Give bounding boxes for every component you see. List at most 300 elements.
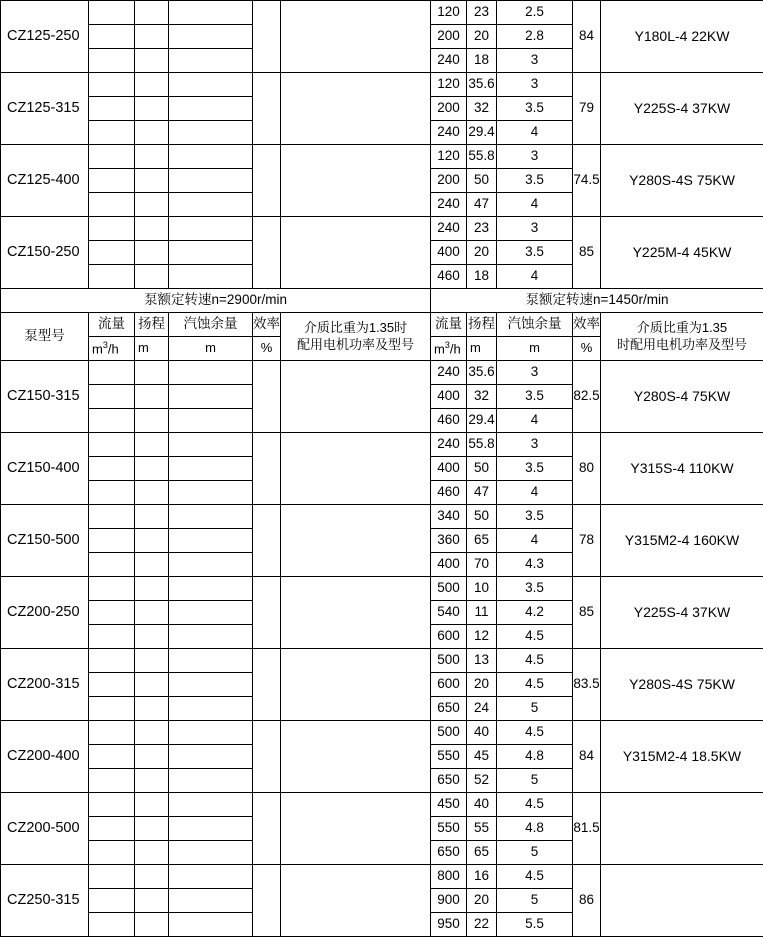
cell-flow-2900: [89, 145, 135, 169]
cell-npsh-2900: [169, 625, 253, 649]
cell-head-2900: [135, 433, 169, 457]
cell-npsh-1450: 3.5: [497, 457, 573, 481]
cell-npsh-2900: [169, 265, 253, 289]
cell-efficiency-1450: 74.5: [573, 145, 601, 217]
cell-head-2900: [135, 889, 169, 913]
header-npsh-2900: 汽蚀余量: [169, 313, 253, 337]
cell-flow-1450: 400: [431, 385, 467, 409]
cell-motor-2900: [281, 1, 431, 73]
cell-head-1450: 20: [467, 25, 497, 49]
table-row: [1, 577, 763, 601]
cell-efficiency-1450: 85: [573, 217, 601, 289]
cell-motor-1450: Y225S-4 37KW: [601, 73, 763, 145]
cell-flow-2900: [89, 625, 135, 649]
cell-head-2900: [135, 745, 169, 769]
cell-flow-2900: [89, 889, 135, 913]
table-row: [1, 865, 763, 889]
cell-pump-model: CZ250-315: [1, 865, 89, 937]
cell-npsh-1450: 3.5: [497, 97, 573, 121]
cell-npsh-1450: 3: [497, 145, 573, 169]
cell-npsh-1450: 5: [497, 889, 573, 913]
cell-head-2900: [135, 265, 169, 289]
cell-pump-model: CZ200-400: [1, 721, 89, 793]
cell-flow-1450: 650: [431, 769, 467, 793]
cell-flow-1450: 400: [431, 457, 467, 481]
cell-motor-2900: [281, 217, 431, 289]
cell-head-2900: [135, 553, 169, 577]
cell-npsh-1450: 4.5: [497, 673, 573, 697]
cell-npsh-1450: 3: [497, 217, 573, 241]
cell-npsh-2900: [169, 697, 253, 721]
cell-head-1450: 70: [467, 553, 497, 577]
cell-npsh-2900: [169, 505, 253, 529]
cell-flow-1450: 240: [431, 193, 467, 217]
cell-npsh-1450: 4.5: [497, 649, 573, 673]
cell-npsh-2900: [169, 769, 253, 793]
cell-npsh-1450: 4: [497, 121, 573, 145]
cell-motor-1450: Y225M-4 45KW: [601, 217, 763, 289]
cell-npsh-1450: 4.5: [497, 721, 573, 745]
cell-flow-2900: [89, 121, 135, 145]
cell-head-2900: [135, 73, 169, 97]
header-motor-note-1450: 介质比重为1.35 时配用电机功率及型号: [601, 313, 763, 361]
cell-motor-2900: [281, 145, 431, 217]
cell-flow-2900: [89, 385, 135, 409]
cell-head-2900: [135, 361, 169, 385]
cell-head-1450: 47: [467, 193, 497, 217]
cell-npsh-2900: [169, 457, 253, 481]
table-row: [1, 1, 763, 25]
cell-npsh-1450: 4.5: [497, 865, 573, 889]
cell-npsh-2900: [169, 1, 253, 25]
cell-npsh-1450: 3.5: [497, 169, 573, 193]
cell-motor-1450: Y315S-4 110KW: [601, 433, 763, 505]
cell-flow-2900: [89, 241, 135, 265]
cell-flow-1450: 540: [431, 601, 467, 625]
cell-head-1450: 29.4: [467, 409, 497, 433]
cell-npsh-1450: 4.8: [497, 817, 573, 841]
cell-flow-1450: 600: [431, 625, 467, 649]
cell-efficiency-1450: 84: [573, 721, 601, 793]
cell-flow-1450: 900: [431, 889, 467, 913]
table-row: [1, 649, 763, 673]
cell-head-2900: [135, 505, 169, 529]
cell-flow-2900: [89, 217, 135, 241]
table-row: [1, 73, 763, 97]
cell-npsh-1450: 4: [497, 193, 573, 217]
cell-head-1450: 65: [467, 841, 497, 865]
cell-motor-1450: Y315M2-4 160KW: [601, 505, 763, 577]
cell-flow-1450: 240: [431, 217, 467, 241]
cell-efficiency-1450: 83.5: [573, 649, 601, 721]
cell-npsh-2900: [169, 193, 253, 217]
cell-flow-1450: 400: [431, 241, 467, 265]
cell-efficiency-2900: [253, 145, 281, 217]
cell-flow-1450: 200: [431, 25, 467, 49]
cell-npsh-2900: [169, 649, 253, 673]
cell-head-2900: [135, 913, 169, 937]
cell-npsh-1450: 4.5: [497, 793, 573, 817]
cell-npsh-2900: [169, 97, 253, 121]
cell-npsh-2900: [169, 601, 253, 625]
cell-efficiency-2900: [253, 433, 281, 505]
cell-npsh-1450: 4.3: [497, 553, 573, 577]
cell-npsh-2900: [169, 889, 253, 913]
cell-flow-2900: [89, 769, 135, 793]
cell-npsh-1450: 3.5: [497, 505, 573, 529]
cell-head-2900: [135, 577, 169, 601]
cell-head-1450: 50: [467, 169, 497, 193]
cell-head-1450: 18: [467, 49, 497, 73]
cell-efficiency-2900: [253, 505, 281, 577]
cell-flow-2900: [89, 697, 135, 721]
cell-head-1450: 50: [467, 505, 497, 529]
cell-flow-2900: [89, 745, 135, 769]
cell-head-1450: 40: [467, 793, 497, 817]
cell-npsh-1450: 4: [497, 529, 573, 553]
header-unit-npsh-2900: m: [169, 337, 253, 361]
cell-npsh-2900: [169, 481, 253, 505]
cell-flow-1450: 240: [431, 361, 467, 385]
cell-head-1450: 55.8: [467, 433, 497, 457]
cell-pump-model: CZ150-400: [1, 433, 89, 505]
cell-npsh-2900: [169, 553, 253, 577]
header-unit-efficiency-2900: %: [253, 337, 281, 361]
cell-flow-1450: 120: [431, 145, 467, 169]
cell-head-1450: 23: [467, 1, 497, 25]
cell-npsh-2900: [169, 673, 253, 697]
cell-motor-1450: Y180L-4 22KW: [601, 1, 763, 73]
cell-flow-2900: [89, 721, 135, 745]
table-row: [1, 793, 763, 817]
cell-motor-2900: [281, 433, 431, 505]
cell-head-2900: [135, 673, 169, 697]
cell-head-2900: [135, 529, 169, 553]
cell-flow-1450: 120: [431, 73, 467, 97]
cell-npsh-2900: [169, 241, 253, 265]
header-unit-head-1450: m: [467, 337, 497, 361]
cell-motor-2900: [281, 793, 431, 865]
cell-flow-2900: [89, 73, 135, 97]
cell-npsh-1450: 3: [497, 361, 573, 385]
cell-flow-1450: 200: [431, 97, 467, 121]
cell-flow-2900: [89, 361, 135, 385]
cell-motor-2900: [281, 577, 431, 649]
cell-npsh-1450: 4: [497, 409, 573, 433]
cell-flow-2900: [89, 193, 135, 217]
cell-flow-2900: [89, 553, 135, 577]
cell-head-1450: 10: [467, 577, 497, 601]
cell-npsh-2900: [169, 529, 253, 553]
cell-npsh-2900: [169, 385, 253, 409]
cell-flow-2900: [89, 817, 135, 841]
header-unit-npsh-1450: m: [497, 337, 573, 361]
cell-efficiency-1450: 82.5: [573, 361, 601, 433]
cell-flow-2900: [89, 481, 135, 505]
cell-motor-2900: [281, 649, 431, 721]
cell-npsh-1450: 3.5: [497, 241, 573, 265]
header-unit-efficiency-1450: %: [573, 337, 601, 361]
table-row: [1, 721, 763, 745]
cell-motor-1450: Y315M2-4 18.5KW: [601, 721, 763, 793]
cell-pump-model: CZ150-250: [1, 217, 89, 289]
cell-head-1450: 55: [467, 817, 497, 841]
cell-flow-1450: 360: [431, 529, 467, 553]
cell-head-1450: 11: [467, 601, 497, 625]
header-unit-flow-1450: $m^3/h$: [431, 337, 467, 361]
cell-npsh-1450: 5: [497, 841, 573, 865]
header-speed-2900: 泵额定转速n=2900r/min: [1, 289, 431, 313]
cell-flow-1450: 500: [431, 577, 467, 601]
cell-npsh-2900: [169, 577, 253, 601]
cell-npsh-1450: 4: [497, 265, 573, 289]
cell-flow-1450: 950: [431, 913, 467, 937]
cell-flow-1450: 400: [431, 553, 467, 577]
cell-motor-1450: [601, 865, 763, 937]
cell-flow-2900: [89, 865, 135, 889]
cell-pump-model: CZ200-315: [1, 649, 89, 721]
header-speed-1450: 泵额定转速n=1450r/min: [431, 289, 763, 313]
cell-npsh-1450: 5: [497, 769, 573, 793]
cell-efficiency-2900: [253, 649, 281, 721]
cell-head-2900: [135, 25, 169, 49]
header-head-1450: 扬程: [467, 313, 497, 337]
header-speed-row: [1, 289, 763, 313]
cell-head-2900: [135, 601, 169, 625]
cell-motor-2900: [281, 361, 431, 433]
header-head-2900: 扬程: [135, 313, 169, 337]
header-npsh-1450: 汽蚀余量: [497, 313, 573, 337]
cell-npsh-2900: [169, 169, 253, 193]
cell-head-2900: [135, 1, 169, 25]
cell-pump-model: CZ200-500: [1, 793, 89, 865]
cell-head-1450: 47: [467, 481, 497, 505]
cell-head-1450: 24: [467, 697, 497, 721]
cell-head-2900: [135, 217, 169, 241]
cell-motor-2900: [281, 865, 431, 937]
cell-flow-1450: 550: [431, 745, 467, 769]
cell-head-1450: 35.6: [467, 73, 497, 97]
cell-npsh-2900: [169, 49, 253, 73]
table-row: [1, 361, 763, 385]
cell-npsh-2900: [169, 145, 253, 169]
cell-flow-1450: 650: [431, 697, 467, 721]
cell-npsh-2900: [169, 433, 253, 457]
cell-motor-2900: [281, 721, 431, 793]
cell-flow-2900: [89, 457, 135, 481]
header-flow-1450: 流量: [431, 313, 467, 337]
cell-pump-model: CZ125-400: [1, 145, 89, 217]
cell-head-1450: 20: [467, 889, 497, 913]
cell-npsh-1450: 4.8: [497, 745, 573, 769]
cell-npsh-1450: 3.5: [497, 385, 573, 409]
cell-pump-model: CZ125-315: [1, 73, 89, 145]
cell-npsh-2900: [169, 721, 253, 745]
cell-npsh-1450: 5: [497, 697, 573, 721]
cell-efficiency-1450: 85: [573, 577, 601, 649]
cell-head-2900: [135, 697, 169, 721]
cell-npsh-2900: [169, 817, 253, 841]
cell-efficiency-2900: [253, 73, 281, 145]
cell-motor-1450: [601, 793, 763, 865]
cell-head-2900: [135, 817, 169, 841]
cell-efficiency-1450: 78: [573, 505, 601, 577]
cell-head-1450: 29.4: [467, 121, 497, 145]
cell-npsh-1450: 2.8: [497, 25, 573, 49]
cell-flow-1450: 600: [431, 673, 467, 697]
cell-efficiency-2900: [253, 793, 281, 865]
cell-flow-2900: [89, 433, 135, 457]
cell-motor-2900: [281, 505, 431, 577]
cell-flow-2900: [89, 577, 135, 601]
cell-flow-1450: 240: [431, 433, 467, 457]
cell-flow-2900: [89, 409, 135, 433]
cell-npsh-1450: 4.2: [497, 601, 573, 625]
cell-head-2900: [135, 841, 169, 865]
cell-efficiency-2900: [253, 577, 281, 649]
cell-motor-1450: Y280S-4S 75KW: [601, 145, 763, 217]
header-unit-flow-2900: $m^3/h$: [89, 337, 135, 361]
cell-npsh-2900: [169, 793, 253, 817]
cell-flow-1450: 240: [431, 49, 467, 73]
table-row: [1, 433, 763, 457]
cell-npsh-1450: 3: [497, 49, 573, 73]
cell-efficiency-2900: [253, 361, 281, 433]
cell-flow-2900: [89, 97, 135, 121]
cell-flow-2900: [89, 793, 135, 817]
cell-head-1450: 32: [467, 97, 497, 121]
cell-efficiency-1450: 84: [573, 1, 601, 73]
cell-head-1450: 52: [467, 769, 497, 793]
cell-flow-2900: [89, 913, 135, 937]
cell-flow-1450: 460: [431, 409, 467, 433]
cell-efficiency-2900: [253, 865, 281, 937]
cell-efficiency-1450: 86: [573, 865, 601, 937]
cell-flow-2900: [89, 169, 135, 193]
cell-head-1450: 45: [467, 745, 497, 769]
cell-head-1450: 23: [467, 217, 497, 241]
cell-flow-1450: 460: [431, 265, 467, 289]
cell-head-1450: 12: [467, 625, 497, 649]
cell-flow-2900: [89, 505, 135, 529]
header-unit-head-2900: m: [135, 337, 169, 361]
cell-head-2900: [135, 625, 169, 649]
cell-head-2900: [135, 721, 169, 745]
cell-head-2900: [135, 193, 169, 217]
cell-efficiency-2900: [253, 217, 281, 289]
cell-head-1450: 20: [467, 673, 497, 697]
header-pump-model: 泵型号: [1, 313, 89, 361]
cell-npsh-1450: 3.5: [497, 577, 573, 601]
cell-flow-2900: [89, 265, 135, 289]
cell-npsh-1450: 2.5: [497, 1, 573, 25]
cell-npsh-1450: 4: [497, 481, 573, 505]
cell-npsh-1450: 4.5: [497, 625, 573, 649]
cell-head-2900: [135, 409, 169, 433]
table-row: [1, 145, 763, 169]
cell-motor-2900: [281, 73, 431, 145]
cell-npsh-2900: [169, 865, 253, 889]
cell-efficiency-1450: 80: [573, 433, 601, 505]
cell-flow-2900: [89, 49, 135, 73]
cell-head-2900: [135, 481, 169, 505]
cell-flow-1450: 500: [431, 649, 467, 673]
cell-motor-1450: Y280S-4S 75KW: [601, 649, 763, 721]
cell-head-1450: 32: [467, 385, 497, 409]
cell-pump-model: CZ150-500: [1, 505, 89, 577]
cell-npsh-2900: [169, 409, 253, 433]
cell-head-1450: 22: [467, 913, 497, 937]
cell-head-1450: 65: [467, 529, 497, 553]
cell-flow-1450: 450: [431, 793, 467, 817]
cell-npsh-2900: [169, 841, 253, 865]
cell-flow-1450: 800: [431, 865, 467, 889]
cell-flow-1450: 500: [431, 721, 467, 745]
cell-npsh-2900: [169, 361, 253, 385]
cell-npsh-1450: 5.5: [497, 913, 573, 937]
header-motor-note-2900: 介质比重为1.35时 配用电机功率及型号: [281, 313, 431, 361]
cell-npsh-2900: [169, 73, 253, 97]
header-efficiency-2900: 效率: [253, 313, 281, 337]
cell-flow-2900: [89, 673, 135, 697]
cell-motor-1450: Y225S-4 37KW: [601, 577, 763, 649]
cell-flow-1450: 340: [431, 505, 467, 529]
cell-flow-2900: [89, 1, 135, 25]
cell-head-1450: 18: [467, 265, 497, 289]
cell-pump-model: CZ150-315: [1, 361, 89, 433]
cell-head-2900: [135, 241, 169, 265]
cell-efficiency-2900: [253, 721, 281, 793]
cell-flow-2900: [89, 529, 135, 553]
cell-head-2900: [135, 121, 169, 145]
cell-flow-1450: 460: [431, 481, 467, 505]
header-flow-2900: 流量: [89, 313, 135, 337]
cell-flow-2900: [89, 25, 135, 49]
cell-flow-1450: 650: [431, 841, 467, 865]
cell-head-1450: 35.6: [467, 361, 497, 385]
cell-npsh-2900: [169, 217, 253, 241]
cell-npsh-2900: [169, 745, 253, 769]
cell-head-2900: [135, 385, 169, 409]
cell-head-1450: 40: [467, 721, 497, 745]
cell-head-1450: 20: [467, 241, 497, 265]
cell-flow-1450: 550: [431, 817, 467, 841]
table-row: [1, 217, 763, 241]
cell-head-2900: [135, 169, 169, 193]
cell-flow-1450: 240: [431, 121, 467, 145]
cell-flow-1450: 120: [431, 1, 467, 25]
cell-flow-2900: [89, 649, 135, 673]
cell-head-1450: 13: [467, 649, 497, 673]
cell-head-2900: [135, 49, 169, 73]
cell-head-2900: [135, 97, 169, 121]
cell-head-1450: 50: [467, 457, 497, 481]
header-efficiency-1450: 效率: [573, 313, 601, 337]
cell-motor-1450: Y280S-4 75KW: [601, 361, 763, 433]
cell-flow-1450: 200: [431, 169, 467, 193]
cell-head-2900: [135, 649, 169, 673]
cell-npsh-2900: [169, 25, 253, 49]
cell-npsh-1450: 3: [497, 73, 573, 97]
cell-flow-2900: [89, 601, 135, 625]
cell-head-2900: [135, 457, 169, 481]
cell-flow-2900: [89, 841, 135, 865]
cell-head-1450: 55.8: [467, 145, 497, 169]
cell-efficiency-2900: [253, 1, 281, 73]
header-label-row: [1, 313, 763, 337]
cell-efficiency-1450: 79: [573, 73, 601, 145]
cell-head-2900: [135, 145, 169, 169]
